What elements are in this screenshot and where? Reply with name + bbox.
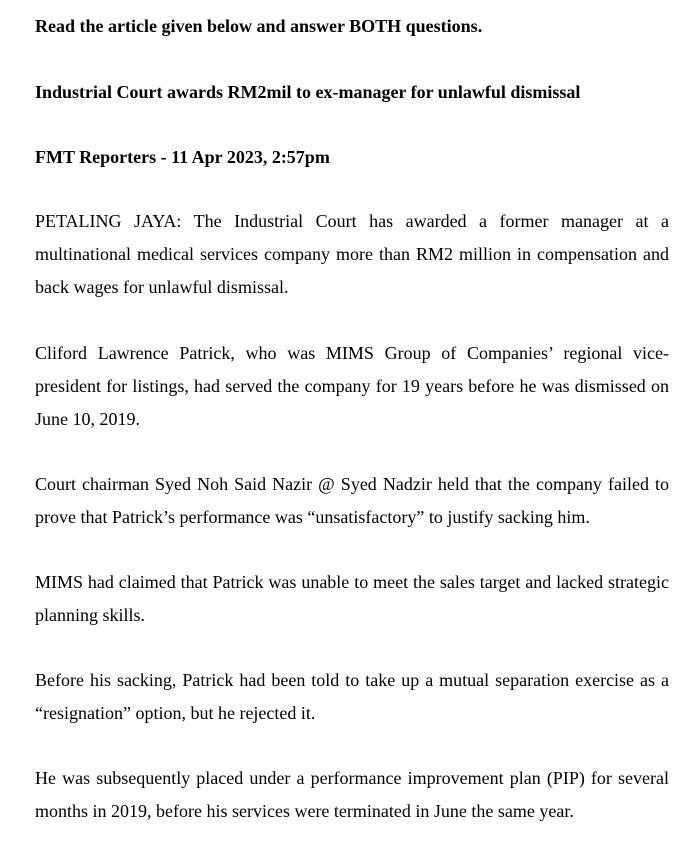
article-paragraph-2: Cliford Lawrence Patrick, who was MIMS Group of Companies’ regional vice-president for listings, had served the company for 19 years before he was dismissed on June 10, 2019. <box>35 343 669 429</box>
article-paragraph-4: MIMS had claimed that Patrick was unable to meet the sales target and lacked strategic planning skills. <box>35 572 669 625</box>
article-paragraph-6: He was subsequently placed under a performance improvement plan (PIP) for several months in 2019, before his services were terminated in June the same year. <box>35 768 669 821</box>
article-paragraph-3: Court chairman Syed Noh Said Nazir @ Syed Nadzir held that the company failed to prove that Patrick’s performance was “unsatisfactory” to justify sacking him. <box>35 474 669 527</box>
article-byline: FMT Reporters - 11 Apr 2023, 2:57pm <box>35 147 330 167</box>
instruction-text: Read the article given below and answer BOTH questions. <box>35 16 483 36</box>
article-paragraph-5: Before his sacking, Patrick had been told to take up a mutual separation exercise as a “resignation” option, but he rejected it. <box>35 670 669 723</box>
article-paragraph-1: PETALING JAYA: The Industrial Court has awarded a former manager at a multinational medical services company more than RM2 million in compensation and back wages for unlawful dismissal. <box>35 211 669 297</box>
article-headline: Industrial Court awards RM2mil to ex-manager for unlawful dismissal <box>35 82 581 102</box>
